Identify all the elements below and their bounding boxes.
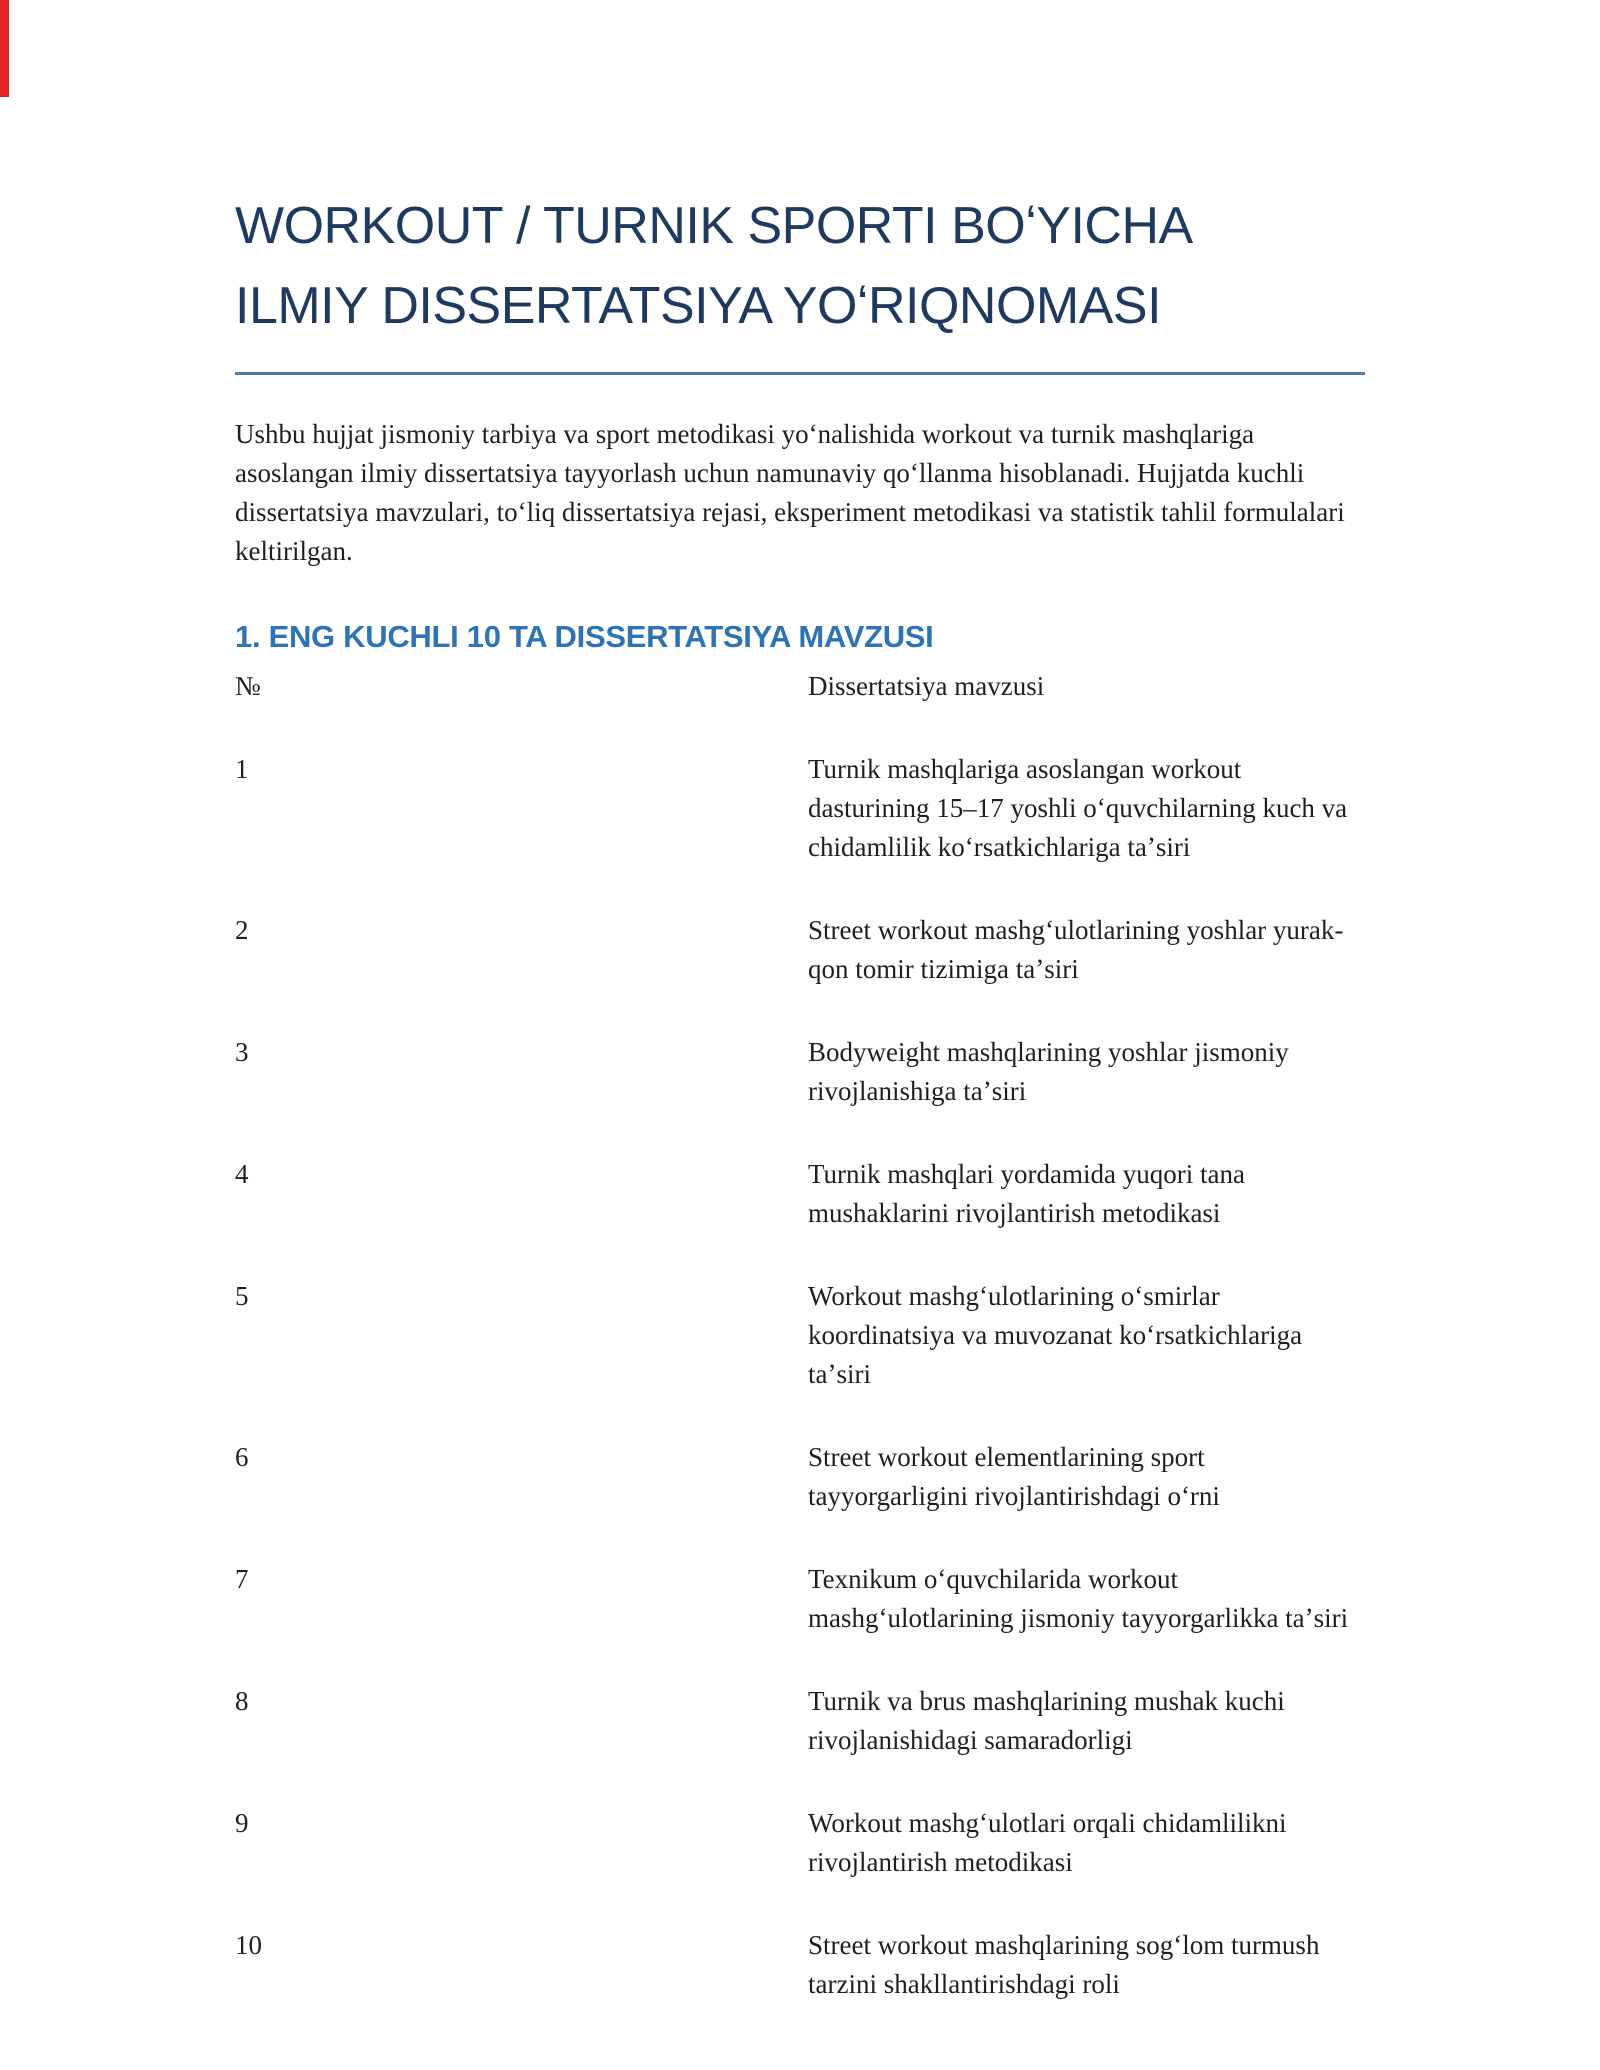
- row-topic: Turnik mashqlari yordamida yuqori tana mushaklarini rivojlantirish metodikasi: [808, 1159, 1245, 1228]
- row-number: 8: [235, 1686, 249, 1716]
- row-topic: Street workout mashqlarining sogʻlom turmush tarzini shakllantirishdagi roli: [808, 1930, 1320, 1999]
- row-number: 5: [235, 1281, 249, 1311]
- row-number: 10: [235, 1930, 262, 1960]
- section-heading: 1. ENG KUCHLI 10 TA DISSERTATSIYA MAVZUSI: [235, 619, 934, 654]
- row-number: 9: [235, 1808, 249, 1838]
- topics-table: [235, 667, 1365, 2004]
- table-header-number: №: [235, 671, 261, 701]
- row-topic: Bodyweight mashqlarining yoshlar jismoniy rivojlanishiga taʼsiri: [808, 1037, 1289, 1106]
- document-title-line1: WORKOUT / TURNIK SPORTI BOʻYICHA: [235, 197, 1193, 255]
- row-topic: Street workout elementlarining sport tayyorgarligini rivojlantirishdagi oʻrni: [808, 1442, 1220, 1511]
- row-number: 3: [235, 1037, 249, 1067]
- row-number: 2: [235, 915, 249, 945]
- table-header-topic: Dissertatsiya mavzusi: [808, 671, 1045, 701]
- row-topic: Street workout mashgʻulotlarining yoshlar yurak-qon tomir tizimiga taʼsiri: [808, 915, 1344, 984]
- row-number: 1: [235, 754, 249, 784]
- row-topic: Texnikum oʻquvchilarida workout mashgʻulotlarining jismoniy tayyorgarlikka taʼsiri: [808, 1564, 1349, 1633]
- row-number: 6: [235, 1442, 249, 1472]
- row-topic: Turnik va brus mashqlarining mushak kuchi rivojlanishidagi samaradorligi: [808, 1686, 1285, 1755]
- intro-paragraph: Ushbu hujjat jismoniy tarbiya va sport metodikasi yoʻnalishida workout va turnik mashqlariga asoslangan ilmiy dissertatsiya tayyorlash uchun namunaviy qoʻllanma hisoblanadi. Hujjatda kuchli dissertatsiya mavzulari, toʻliq dissertatsiya rejasi, eksperiment metodikasi va statistik tahlil formulalari keltirilgan.: [235, 419, 1345, 566]
- document-content: [235, 186, 1365, 2004]
- red-marker-bar: [0, 0, 9, 97]
- row-number: 7: [235, 1564, 249, 1594]
- row-number: 4: [235, 1159, 249, 1189]
- row-topic: Workout mashgʻulotlari orqali chidamlilikni rivojlantirish metodikasi: [808, 1808, 1287, 1877]
- document-title-line2: ILMIY DISSERTATSIYA YOʻRIQNOMASI: [235, 277, 1162, 335]
- document-title: [235, 186, 1365, 375]
- row-topic: Turnik mashqlariga asoslangan workout dasturining 15–17 yoshli oʻquvchilarning kuch va chidamlilik koʻrsatkichlariga taʼsiri: [808, 754, 1348, 862]
- row-topic: Workout mashgʻulotlarining oʻsmirlar koordinatsiya va muvozanat koʻrsatkichlariga taʼsiri: [808, 1281, 1303, 1389]
